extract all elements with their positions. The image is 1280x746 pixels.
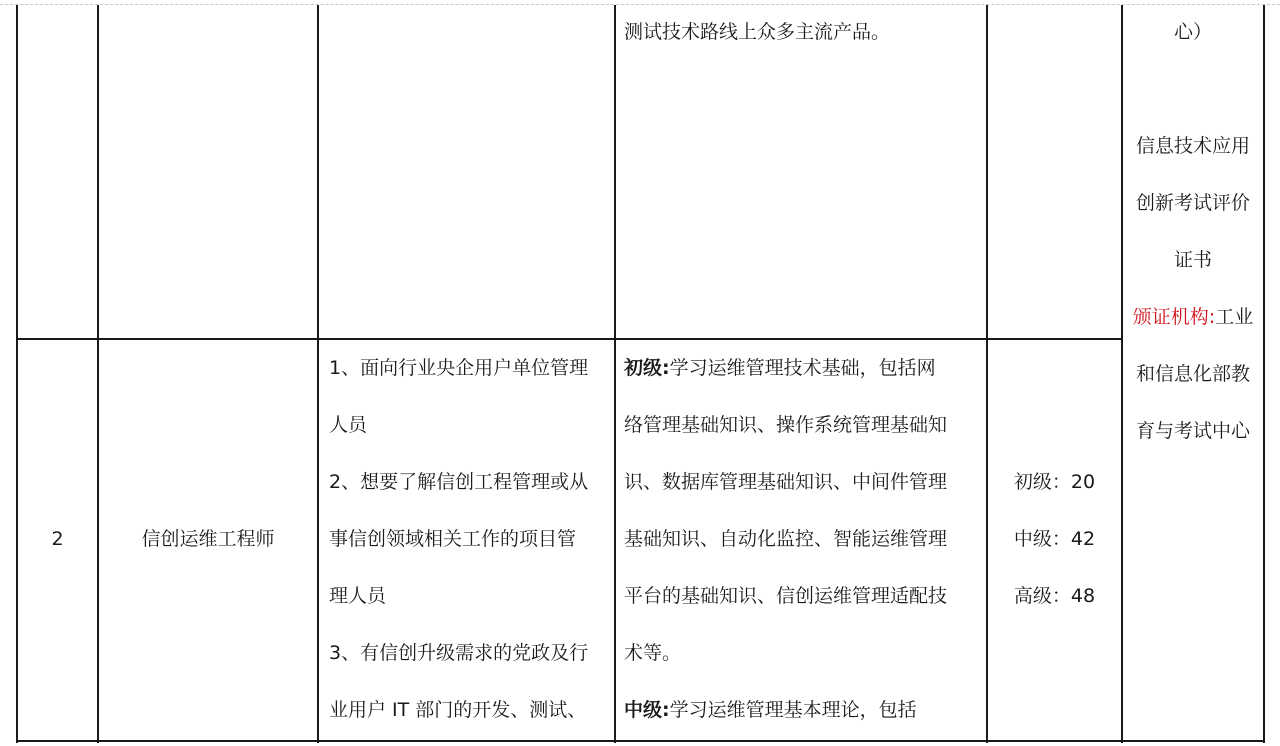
audience-line-4: 事信创领域相关工作的项目管 xyxy=(329,528,577,550)
table-border-bottom xyxy=(16,740,1265,742)
issuer-label: 颁证机构: xyxy=(1132,306,1216,328)
issuer-line xyxy=(1123,289,1263,346)
cert-line-1: 心） xyxy=(1173,21,1212,43)
hours-intermediate: 中级：42 xyxy=(1013,528,1096,550)
content-line-3: 识、数据库管理基础知识、中间件管理 xyxy=(624,471,948,493)
row2-title: 信创运维工程师 xyxy=(141,528,275,550)
audience-line-7: 业用户 IT 部门的开发、测试、 xyxy=(329,699,587,721)
cert-line-4: 创新考试评价 xyxy=(1135,192,1250,214)
content-line-7 xyxy=(624,682,917,739)
audience-line-6: 3、有信创升级需求的党政及行 xyxy=(329,642,589,664)
audience-line-3: 2、想要了解信创工程管理或从 xyxy=(329,471,589,493)
level-intermediate-label: 中级: xyxy=(624,699,670,721)
content-line-6: 术等。 xyxy=(624,642,682,664)
issuer-text-1: 工业 xyxy=(1215,306,1254,328)
content-line-1 xyxy=(624,340,936,397)
row1-content-text: 测试技术路线上众多主流产品。 xyxy=(624,21,891,43)
content-line-4: 基础知识、自动化监控、智能运维管理 xyxy=(624,528,948,550)
column-divider-3 xyxy=(614,5,616,743)
table-border-right xyxy=(1263,5,1265,743)
level-junior-label: 初级: xyxy=(624,357,670,379)
content-line-2: 络管理基础知识、操作系统管理基础知 xyxy=(624,414,948,436)
cert-line-5: 证书 xyxy=(1173,249,1212,271)
column-divider-4 xyxy=(986,5,988,743)
cert-line-3: 信息技术应用 xyxy=(1135,135,1250,157)
content-line-5: 平台的基础知识、信创运维管理适配技 xyxy=(624,585,948,607)
table-border-left xyxy=(16,5,18,743)
issuer-line-3: 育与考试中心 xyxy=(1135,420,1250,442)
row2-number: 2 xyxy=(51,528,64,550)
content-line-1-text: 学习运维管理技术基础，包括网 xyxy=(669,357,936,379)
audience-line-1: 1、面向行业央企用户单位管理 xyxy=(329,357,589,379)
column-divider-1 xyxy=(97,5,99,743)
hours-senior: 高级：48 xyxy=(1013,585,1096,607)
column-divider-2 xyxy=(317,5,319,743)
content-line-7-text: 学习运维管理基本理论，包括 xyxy=(669,699,917,721)
audience-line-5: 理人员 xyxy=(329,585,387,607)
hours-junior: 初级：20 xyxy=(1013,471,1096,493)
audience-line-2: 人员 xyxy=(329,414,368,436)
issuer-line-2: 和信息化部教 xyxy=(1135,363,1250,385)
